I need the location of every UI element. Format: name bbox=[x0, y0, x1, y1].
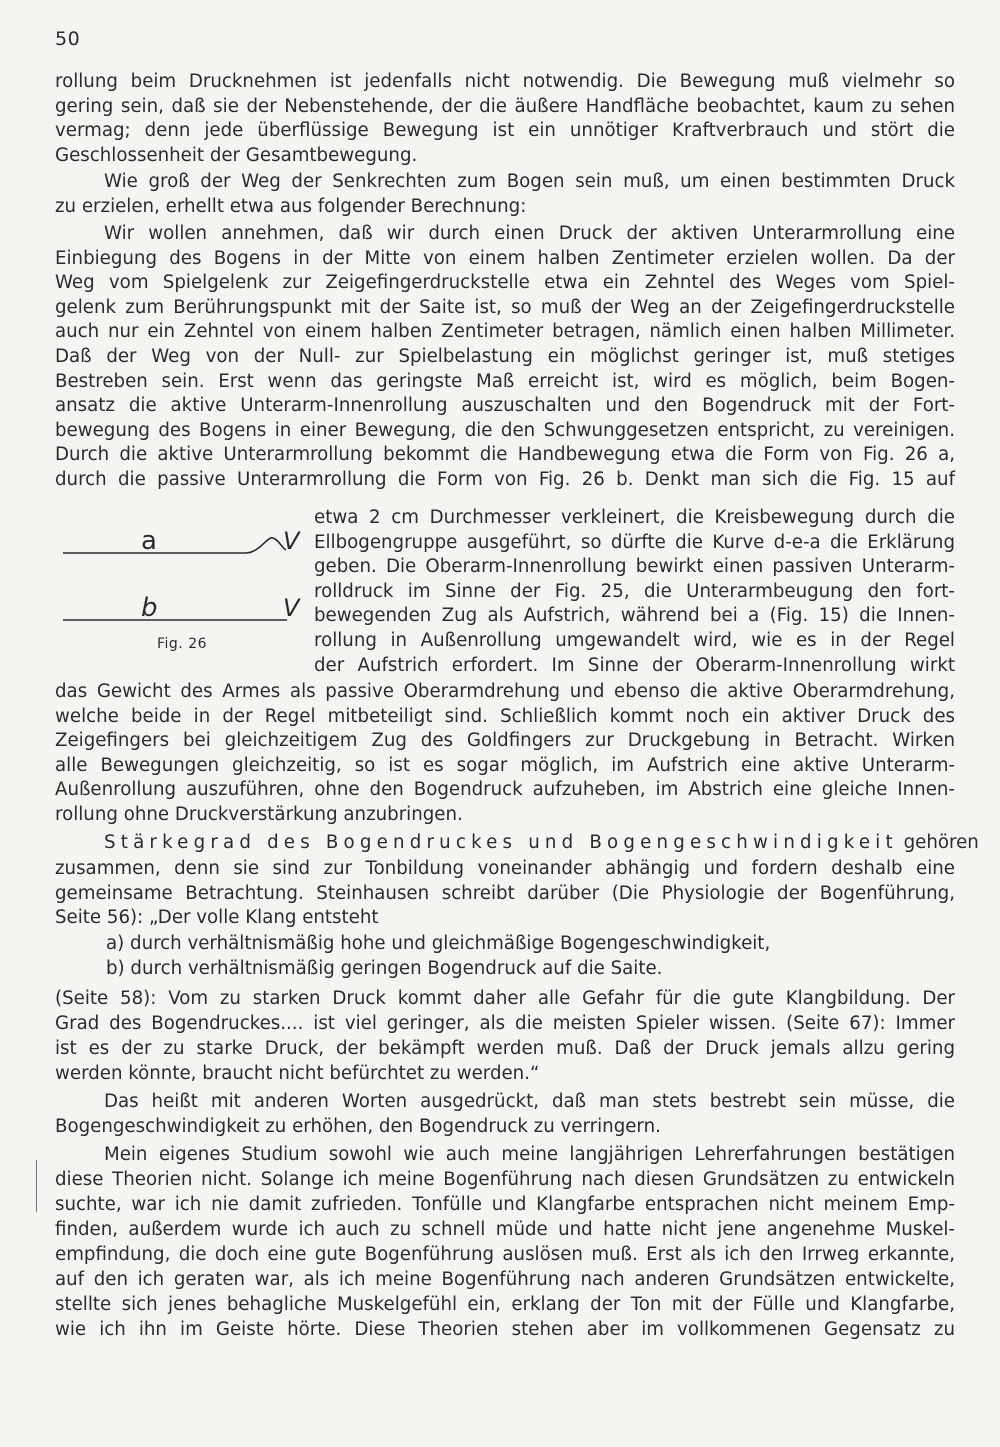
text-line: rolldruck im Sinne der Fig. 25, die Unterarmbeugung den fort- bbox=[314, 580, 955, 602]
figure-label-v-bottom: V bbox=[283, 594, 300, 622]
text-line: ist es der zu starke Druck, der bekämpft werden muß. Daß der Druck jemals allzu gering bbox=[55, 1038, 955, 1059]
text-line: stellte sich jenes behagliche Muskelgefühl ein, erklang der Ton mit der Fülle und Klangfarbe, bbox=[55, 1294, 955, 1315]
text-line: alle Bewegungen gleichzeitig, so ist es sogar möglich, im Aufstrich eine aktive Unterarm- bbox=[55, 754, 955, 776]
text-line: bewegung des Bogens in einer Bewegung, die den Schwunggesetzen entspricht, zu vereinigen. bbox=[55, 419, 955, 441]
figure-label-b: b bbox=[141, 593, 158, 623]
text-line: werden könnte, braucht nicht befürchtet zu werden.“ bbox=[55, 1063, 540, 1084]
text-line: Einbiegung des Bogens in der Mitte von einem halben Zentimeter erzielen wollen. Da der bbox=[55, 247, 955, 269]
text-line: wie ich ihn im Geiste hörte. Diese Theorien stehen aber im vollkommenen Gegensatz zu bbox=[55, 1319, 955, 1340]
spaced-heading: Stärkegrad des Bogendruckes und Bogengeschwindigkeit bbox=[104, 832, 898, 853]
text-line: Bestreben sein. Erst wenn das geringste Maß erreicht ist, wird es möglich, beim Bogen- bbox=[55, 370, 955, 392]
text-line: gelenk zum Berührungspunkt mit der Saite ist, so muß der Weg an der Zeigefingerdruckstelle bbox=[55, 296, 955, 318]
text-line: diese Theorien nicht. Solange ich meine Bogenführung nach diesen Grundsätzen zu entwickeln bbox=[55, 1169, 955, 1190]
text-line: Daß der Weg von der Null- zur Spielbelastung ein möglichst geringer ist, muß stetiges bbox=[55, 346, 955, 367]
text-line: geben. Die Oberarm-Innenrollung bewirkt einen passiven Unterarm- bbox=[314, 556, 955, 578]
spaced-heading-line bbox=[104, 831, 979, 856]
text-line: Geschlossenheit der Gesamtbewegung. bbox=[55, 144, 418, 166]
margin-mark bbox=[36, 1160, 37, 1212]
text-line: Wir wollen annehmen, daß wir durch einen Druck der aktiven Unterarmrollung eine bbox=[104, 223, 955, 244]
text-line: Zeigefingers bei gleichzeitigem Zug des Goldfingers zur Druckgebung in Betracht. Wirken bbox=[55, 730, 955, 752]
text-line: Grad des Bogendruckes.... ist viel geringer, als die meisten Spieler wissen. (Seite 67): Immer bbox=[55, 1013, 955, 1034]
text-line: der Aufstrich erfordert. Im Sinne der Oberarm-Innenrollung wirkt bbox=[314, 654, 955, 676]
text-line: rollung in Außenrollung umgewandelt wird, wie es in der Regel bbox=[314, 630, 955, 651]
text-line: welche beide in der Regel mitbeteiligt sind. Schließlich kommt noch ein aktiver Druck des bbox=[55, 705, 955, 727]
text-line: durch die passive Unterarmrollung die Form von Fig. 26 b. Denkt man sich die Fig. 15 auf bbox=[55, 469, 955, 490]
text-line: Bogengeschwindigkeit zu erhöhen, den Bogendruck zu verringern. bbox=[55, 1116, 661, 1137]
text-line: bewegenden Zug als Aufstrich, während bei a (Fig. 15) die Innen- bbox=[314, 605, 955, 627]
spaced-heading-tail: gehören bbox=[903, 832, 979, 853]
text-line: zusammen, denn sie sind zur Tonbildung voneinander abhängig und fordern deshalb eine bbox=[55, 858, 955, 879]
page-number: 50 bbox=[55, 28, 81, 50]
figure-label-a: a bbox=[141, 526, 157, 556]
text-line: etwa 2 cm Durchmesser verkleinert, die Kreisbewegung durch die bbox=[314, 507, 955, 528]
figure-caption: Fig. 26 bbox=[157, 636, 208, 652]
text-line: zu erzielen, erhellt etwa aus folgender Berechnung: bbox=[55, 195, 527, 217]
text-line: Seite 56): „Der volle Klang entsteht bbox=[55, 907, 379, 929]
text-line: rollung ohne Druckverstärkung anzubringen. bbox=[55, 804, 463, 825]
text-line: Das heißt mit anderen Worten ausgedrückt, daß man stets bestrebt sein müsse, die bbox=[104, 1091, 955, 1112]
text-line: Durch die aktive Unterarmrollung bekommt die Handbewegung etwa die Form von Fig. 26 a, bbox=[55, 444, 955, 466]
text-line: vermag; denn jede überflüssige Bewegung ist ein unnötiger Kraftverbrauch und stört die bbox=[55, 120, 955, 142]
text-line: gemeinsame Betrachtung. Steinhausen schreibt darüber (Die Physiologie der Bogenführung, bbox=[55, 882, 955, 904]
list-item: b) durch verhältnismäßig geringen Bogendruck auf die Saite. bbox=[106, 958, 663, 979]
text-line: empfindung, die doch eine gute Bogenführung auslösen muß. Erst als ich den Irrweg erkannte, bbox=[55, 1244, 955, 1265]
figure-label-v-top: V bbox=[283, 527, 300, 555]
list-item: a) durch verhältnismäßig hohe und gleichmäßige Bogengeschwindigkeit, bbox=[106, 933, 771, 954]
text-line: Mein eigenes Studium sowohl wie auch meine langjährigen Lehrerfahrungen bestätigen bbox=[104, 1144, 955, 1165]
text-line: ansatz die aktive Unterarm-Innenrollung auszuschalten und den Bogendruck mit der Fort- bbox=[55, 395, 955, 417]
text-line: das Gewicht des Armes als passive Oberarmdrehung und ebenso die aktive Oberarmdrehung, bbox=[55, 681, 955, 702]
text-line: gering sein, daß sie der Nebenstehende, der die äußere Handfläche beobachtet, kaum zu sehen bbox=[55, 95, 955, 117]
text-line: Außenrollung auszuführen, ohne den Bogendruck aufzuheben, im Abstrich eine gleiche Innen- bbox=[55, 779, 955, 801]
text-line: (Seite 58): Vom zu starken Druck kommt daher alle Gefahr für die gute Klangbildung. Der bbox=[55, 988, 955, 1009]
text-line: auf den ich geraten war, als ich meine Bogenführung nach anderen Grundsätzen entwickelte, bbox=[55, 1269, 955, 1290]
text-line: Ellbogengruppe ausgeführt, so dürfte die Kurve d-e-a die Erklärung bbox=[314, 531, 955, 553]
text-line: Wie groß der Weg der Senkrechten zum Bogen sein muß, um einen bestimmten Druck bbox=[104, 171, 955, 192]
text-line: auch nur ein Zehntel von einem halben Zentimeter betragen, nämlich einen halben Millimeter. bbox=[55, 321, 955, 343]
text-line: suchte, war ich nie damit zufrieden. Tonfülle und Klangfarbe entsprachen nicht meinem Emp- bbox=[55, 1194, 955, 1215]
text-line: Weg vom Spielgelenk zur Zeigefingerdruckstelle etwa ein Zehntel des Weges vom Spiel- bbox=[55, 272, 955, 294]
text-line: finden, außerdem wurde ich auch zu schnell müde und hatte nicht jene angenehme Muskel- bbox=[55, 1219, 955, 1240]
text-line: rollung beim Drucknehmen ist jedenfalls nicht notwendig. Die Bewegung muß vielmehr so bbox=[55, 71, 955, 92]
